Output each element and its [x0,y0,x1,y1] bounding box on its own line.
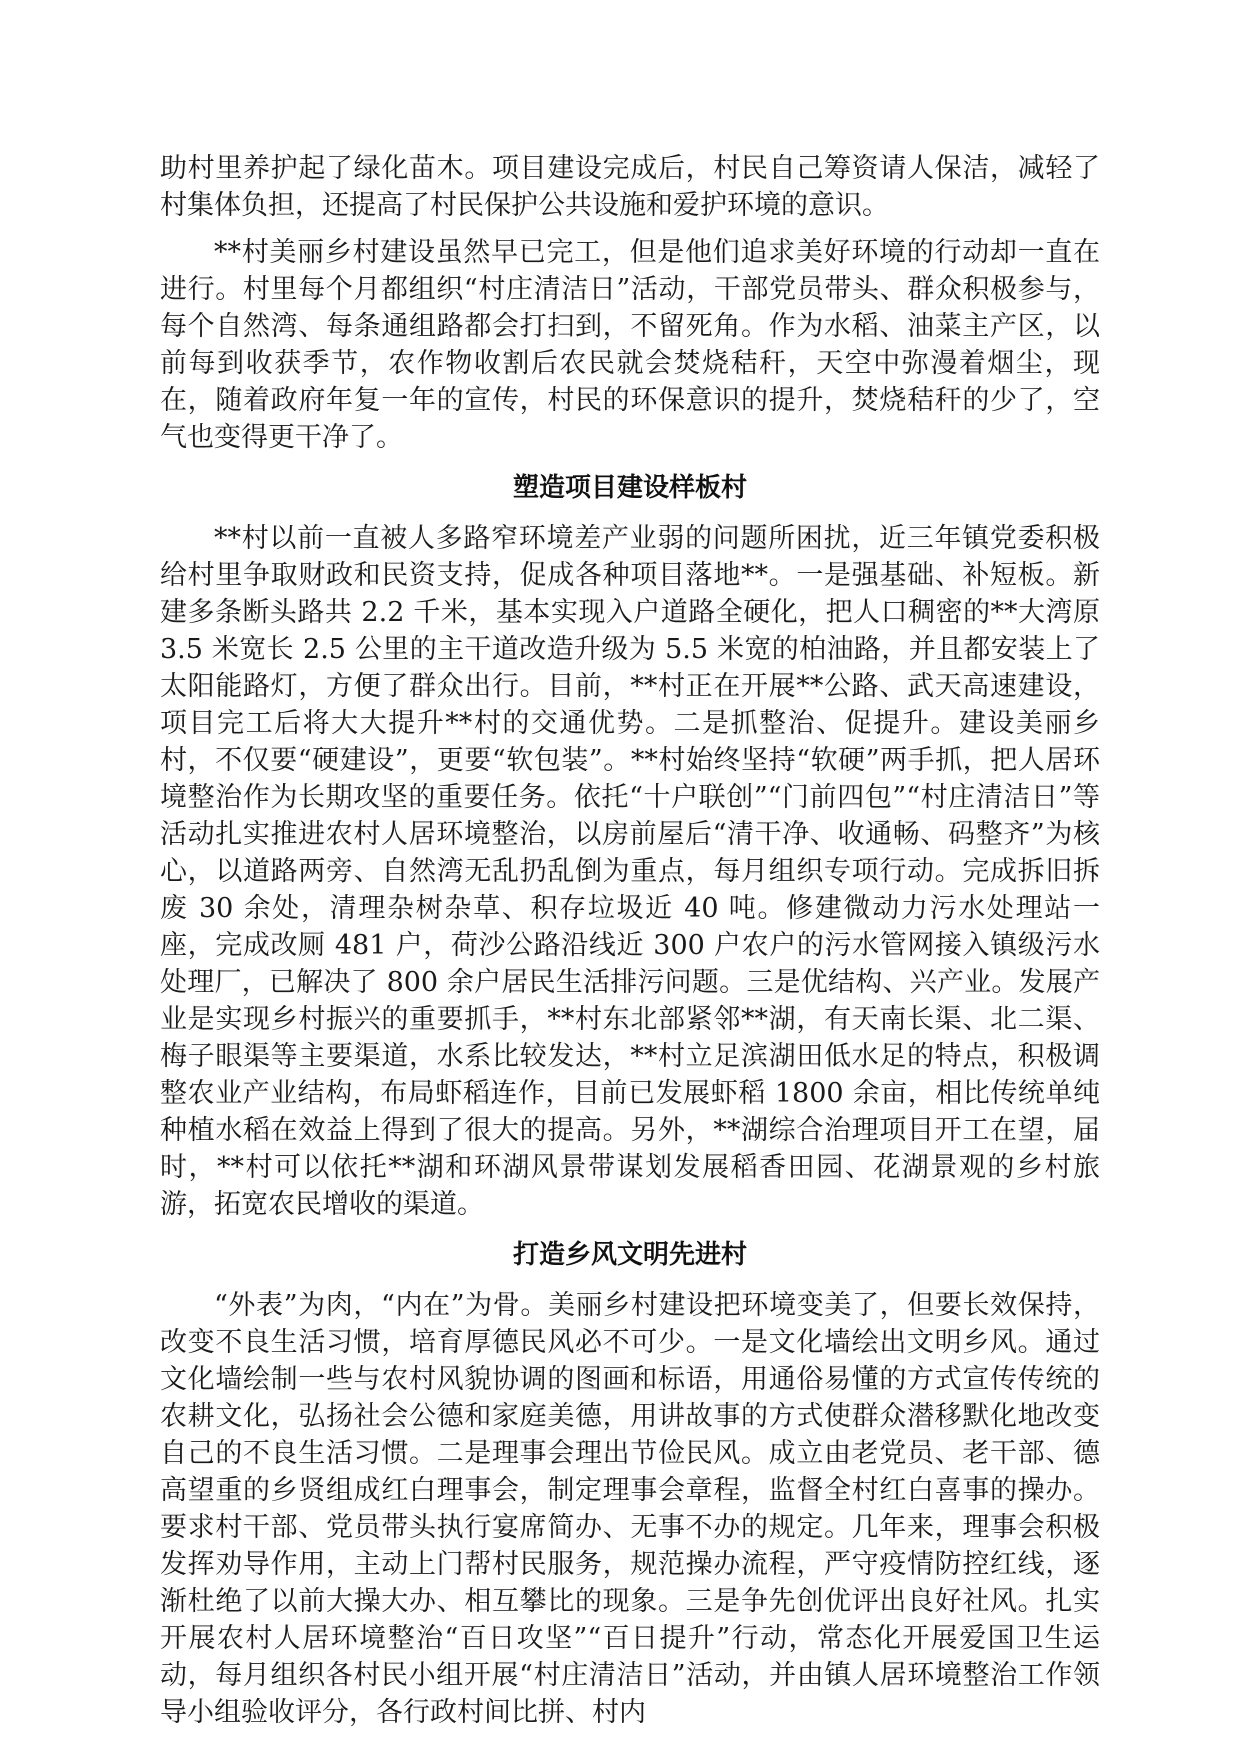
section-heading-civilization-village: 打造乡风文明先进村 [512,1240,747,1270]
paragraph-project-construction: **村以前一直被人多路窄环境差产业弱的问题所困扰，近三年镇党委积极给村里争取财政和民资支持，促成各种项目落地**。一是强基础、补短板。新建多条断头路共 2.2 千米，基本实现入户道路全硬化，把人口稠密的**大湾原 3.5 米宽长 2.5 公里的主干道改造升级为 5.5 米宽的柏油路，并且都安装上了太阳能路灯，方便了群众出行。目前，**村正在开展**公路、武天高速建设，项目完工后将大大提升**村的交通优势。二是抓整治、促提升。建设美丽乡村，不仅要“硬建设”，更要“软包装”。**村始终坚持“软硬”两手抓，把人居环境整治作为长期攻坚的重要任务。依托“十户联创”“门前四包”“村庄清洁日”等活动扎实推进农村人居环境整治，以房前屋后“清干净、收通畅、码整齐”为核心，以道路两旁、自然湾无乱扔乱倒为重点，每月组织专项行动。完成拆旧拆废 30 余处，清理杂树杂草、积存垃圾近 40 吨。修建微动力污水处理站一座，完成改厕 481 户，荷沙公路沿线近 300 户农户的污水管网接入镇级污水处理厂，已解决了 800 余户居民生活排污问题。三是优结构、兴产业。发展产业是实现乡村振兴的重要抓手，**村东北部紧邻**湖，有天南长渠、北二渠、梅子眼渠等主要渠道，水系比较发达，**村立足滨湖田低水足的特点，积极调整农业产业结构，布局虾稻连作，目前已发展虾稻 1800 余亩，相比传统单纯种植水稻在效益上得到了很大的提高。另外，**湖综合治理项目开工在望，届时，**村可以依托**湖和环湖风景带谋划发展稻香田园、花湖景观的乡村旅游，拓宽农民增收的渠道。 [160,523,1100,1220]
paragraph-continuation: 助村里养护起了绿化苗木。项目建设完成后，村民自己筹资请人保洁，减轻了村集体负担，还提高了村民保护公共设施和爱护环境的意识。 [160,153,1100,221]
section-heading-project-model-village: 塑造项目建设样板村 [512,473,747,503]
document-body [160,150,1100,1741]
paragraph-rural-civilization: “外表”为肉，“内在”为骨。美丽乡村建设把环境变美了，但要长效保持，改变不良生活习惯，培育厚德民风必不可少。一是文化墙绘出文明乡风。通过文化墙绘制一些与农村风貌协调的图画和标语，用通俗易懂的方式宣传传统的农耕文化，弘扬社会公德和家庭美德，用讲故事的方式使群众潜移默化地改变自己的不良生活习惯。二是理事会理出节俭民风。成立由老党员、老干部、德高望重的乡贤组成红白理事会，制定理事会章程，监督全村红白喜事的操办。要求村干部、党员带头执行宴席简办、无事不办的规定。几年来，理事会积极发挥劝导作用，主动上门帮村民服务，规范操办流程，严守疫情防控红线，逐渐杜绝了以前大操大办、相互攀比的现象。三是争先创优评出良好社风。扎实开展农村人居环境整治“百日攻坚”“百日提升”行动，常态化开展爱国卫生运动，每月组织各村民小组开展“村庄清洁日”活动，并由镇人居环境整治工作领导小组验收评分，各行政村间比拼、村内 [160,1290,1100,1728]
paragraph-environment-action: **村美丽乡村建设虽然早已完工，但是他们追求美好环境的行动却一直在进行。村里每个月都组织“村庄清洁日”活动，干部党员带头、群众积极参与，每个自然湾、每条通组路都会打扫到，不留死角。作为水稻、油菜主产区，以前每到收获季节，农作物收割后农民就会焚烧秸秆，天空中弥漫着烟尘，现在，随着政府年复一年的宣传，村民的环保意识的提升，焚烧秸秆的少了，空气也变得更干净了。 [160,237,1100,453]
